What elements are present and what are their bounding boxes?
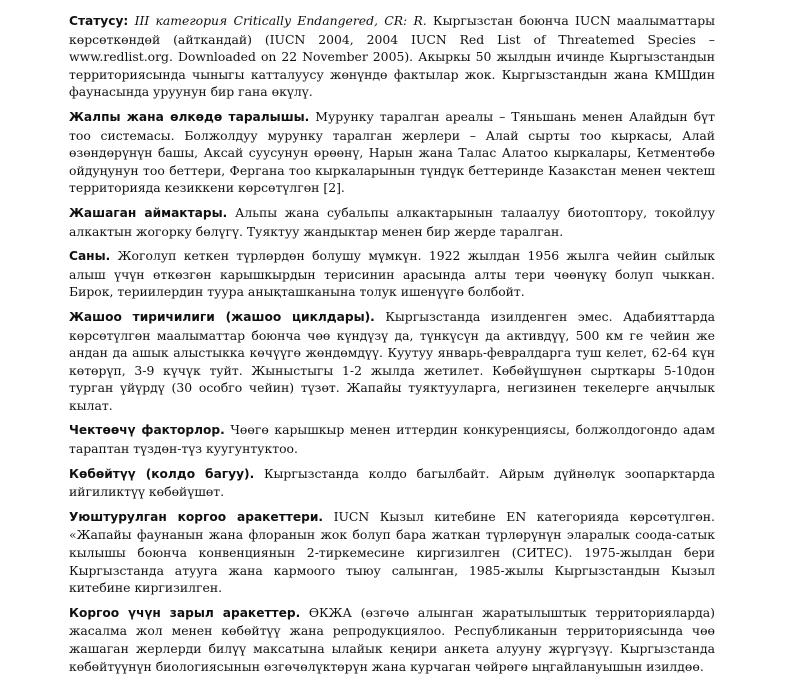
section-limiting-factors: [69, 421, 715, 457]
section-text: Альпы жана субальпы алкактарынын талаалуу биотоптору, токойлуу алкактын жогорку бөлүгү. Туяктуу жандыктар менен бир жерде таралган.: [69, 204, 715, 239]
section-distribution: [69, 108, 715, 197]
section-population: [69, 247, 715, 301]
section-text: Жоголуп кеткен түрлөрдөн болушу мүмкүн. 1922 жылдан 1956 жылга чейин сыйлык алыш үчүн өткөзгөн карышкырдын терисинин арасында алты тери чөөнүкү болуп чыккан. Бирок, териилердин туура анықташканына толук ишенүүгө болбойт.: [69, 248, 715, 300]
section-life-cycle: [69, 308, 715, 415]
section-heading: Жашаган аймактары.: [69, 205, 228, 220]
section-protection-measures: [69, 508, 715, 597]
section-heading: Жалпы жана өлкөдө таралышы.: [69, 109, 310, 124]
section-text: Кыргызстанда колдо багылбайт. Айрым дүйнөлүк зоопарктарда ийгиликтүү көбөйүшөт.: [69, 465, 716, 500]
section-text: Кыргызстан боюнча IUCN маалыматтары көрсөткөндөй (айткандай) (IUCN 2004, 2004 IUCN Red List of Threatemed Species – www.redlist.org. Downloaded on 22 November 2005). Акыркы 50 жылдын ичинде Кыргызстандын территориясында чыныгы катталуусу жөнүндө фактылар жок. Кыргызстандын жана КМШдин фаунасында уруунун бир гана өкүлү.: [69, 13, 715, 100]
section-heading: Көбөйтүү (колдо багуу).: [69, 466, 255, 481]
section-text: Кыргызстанда изилденген эмес. Адабияттарда көрсөтүлгөн маалыматтар боюнча чөө күндүзү да, түнкүсүн да активдүү, 500 км ге чейин же андан да ашык алыстыкка көчүүгө жөндөмдүү. Куутуу январь-февралдарга туш келет, 62-64 күн көтөрүп, 3-9 күчүк туйт. Жыныстыгы 1-2 жылда жетилет. Көбөйүшүнөн сырткары 5-10дон турган үйүрдү (30 особго чейин) түзөт. Жапайы туяктууларга, негизинен текелерге аңчылык кылат.: [69, 308, 716, 413]
section-breeding: [69, 465, 715, 501]
section-heading: Саны.: [69, 249, 111, 264]
document-body: [69, 12, 715, 682]
section-heading: Коргоо үчүн зарыл аракеттер.: [69, 605, 301, 620]
status-category: III категория Critically Endangered, CR: R.: [134, 13, 427, 28]
section-heading: Статусу:: [69, 14, 129, 28]
section-habitat: [69, 204, 715, 240]
section-text: Чөөгө карышкыр менен иттердин конкуренциясы, болжолдогондо адам тараптан түздөн-түз куугунтуктоо.: [69, 422, 715, 457]
section-heading: Жашоо тиричилиги (жашоо циклдары).: [69, 309, 375, 324]
section-text: ӨКЖА (өзгөчө алынган жаратылыштык территорияларда) жасалма жол менен көбөйтүү жана репродукциялоо. Республиканын территориясында чөө жашаган жерлерди билүү максатына ылайык кеңири анкета алууну жүргүзүү. Кыргызстанда көбөйтүүнүн биологиясынын өзгөчөлүктөрүн жана курчаган чөйрөгө ыңгайлануышын изилдөө.: [69, 604, 715, 674]
section-status: [69, 12, 715, 101]
section-heading: Чектөөчү факторлор.: [69, 423, 225, 438]
section-heading: Уюштурулган коргоо аракеттери.: [69, 509, 323, 524]
section-text: Мурунку таралган ареалы – Тяньшань менен Алайдын бүт тоо системасы. Болжолдуу мурунку таралган жерлери – Алай сырты тоо кыркасы, Алай өзөндөрүнүн башы, Аксай суусунун өрөөнү, Нарын жана Талас Алатоо кыркалары, Кетментөбө ойдуңунун тоо беттери, Фергана тоо кыркаларынын түндүк беттеринде Казакстан менен чектеш территорияда кезиккени көрсөтүлгөн [2].: [69, 108, 715, 196]
section-required-actions: [69, 604, 715, 675]
section-text: IUCN Кызыл китебине EN категорияда көрсөтүлгөн. «Жапайы фаунанын жана флоранын жок болуп бара жаткан түрлөрүнүн эларалык соода-сатык кылышы боюнча конвенциянын 2-тиркемесине киргизилген (СИТЕС). 1975-жылдан бери Кыргызстанда атууга жана кармоого тыюу салынган, 1985-жылы Кыргызстандын Кызыл китебине киргизилген.: [69, 508, 715, 596]
